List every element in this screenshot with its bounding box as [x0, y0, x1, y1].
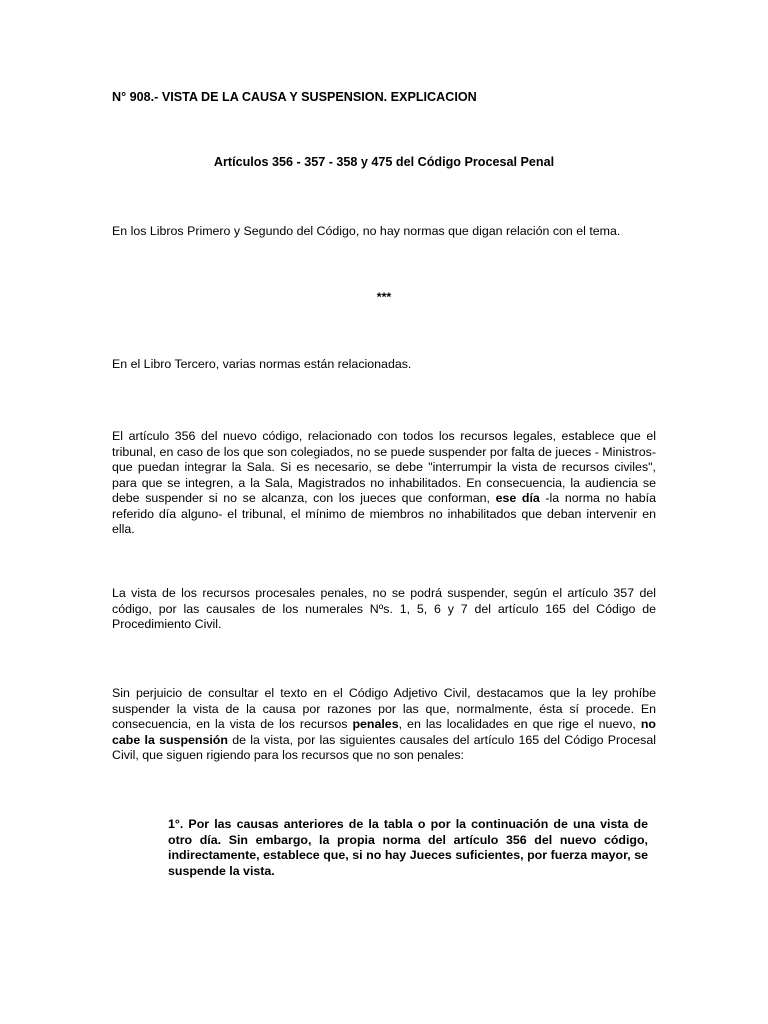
paragraph-codigo-adjetivo-civil-text-e: de la vista, por las siguientes causales del artículo 165 del Código Procesal Civil, que siguen rigiendo para los recursos que no son penales: — [112, 732, 656, 762]
paragraph-libros-primero-segundo: En los Libros Primero y Segundo del Código, no hay normas que digan relación con el tema. — [112, 224, 621, 238]
paragraph-codigo-adjetivo-civil-text-a: Sin perjuicio de consultar el texto en el Código Adjetivo Civil, destacamos que la ley prohíbe suspender la vista de la causa por razones por las que, normalmente, ésta sí procede. En consecuencia, en la vista de los recursos — [112, 686, 656, 731]
document-subheading: Artículos 356 - 357 - 358 y 475 del Código Procesal Penal — [213, 155, 555, 169]
numbered-item-1: 1°. Por las causas anteriores de la tabla o por la continuación de una vista de otro día. Sin embargo, la propia norma del artículo 356 del nuevo código, indirectamente, establece que, si no hay Jueces suficientes, por fuerza mayor, se suspende la vista. — [168, 817, 648, 878]
paragraph-articulo-356 — [112, 429, 656, 538]
document-heading: N° 908.- VISTA DE LA CAUSA Y SUSPENSION. EXPLICACION — [112, 90, 477, 104]
paragraph-articulo-357: La vista de los recursos procesales penales, no se podrá suspender, según el artículo 357 del código, por las causales de los numerales Nºs. 1, 5, 6 y 7 del artículo 165 del Código de Procedimiento Civil. — [112, 586, 656, 631]
emphasis-no-cabe-la-suspension: no cabe la suspensión — [112, 717, 656, 747]
paragraph-codigo-adjetivo-civil — [112, 686, 656, 764]
paragraph-articulo-356-text-c: -la norma no había referido día alguno- el tribunal, el mínimo de miembros no inhabilitados que deban intervenir en ella. — [112, 491, 656, 536]
section-separator: *** — [376, 290, 392, 304]
emphasis-ese-dia: ese día — [495, 491, 540, 505]
paragraph-codigo-adjetivo-civil-text-c: , en las localidades en que rige el nuevo, — [398, 717, 641, 731]
paragraph-articulo-356-text-a: El artículo 356 del nuevo código, relacionado con todos los recursos legales, establece que el tribunal, en caso de los que son colegiados, no se puede suspender por falta de jueces - Ministros- que puedan integrar la Sala. Si es necesario, se debe "interrumpir la vista de recursos civiles", para que se integren, a la Sala, Magistrados no inhabilitados. En consecuencia, la audiencia se debe suspender si no se alcanza, con los jueces que conforman, — [112, 429, 656, 505]
paragraph-libro-tercero: En el Libro Tercero, varias normas están relacionadas. — [112, 357, 412, 371]
emphasis-penales: penales — [352, 717, 399, 731]
